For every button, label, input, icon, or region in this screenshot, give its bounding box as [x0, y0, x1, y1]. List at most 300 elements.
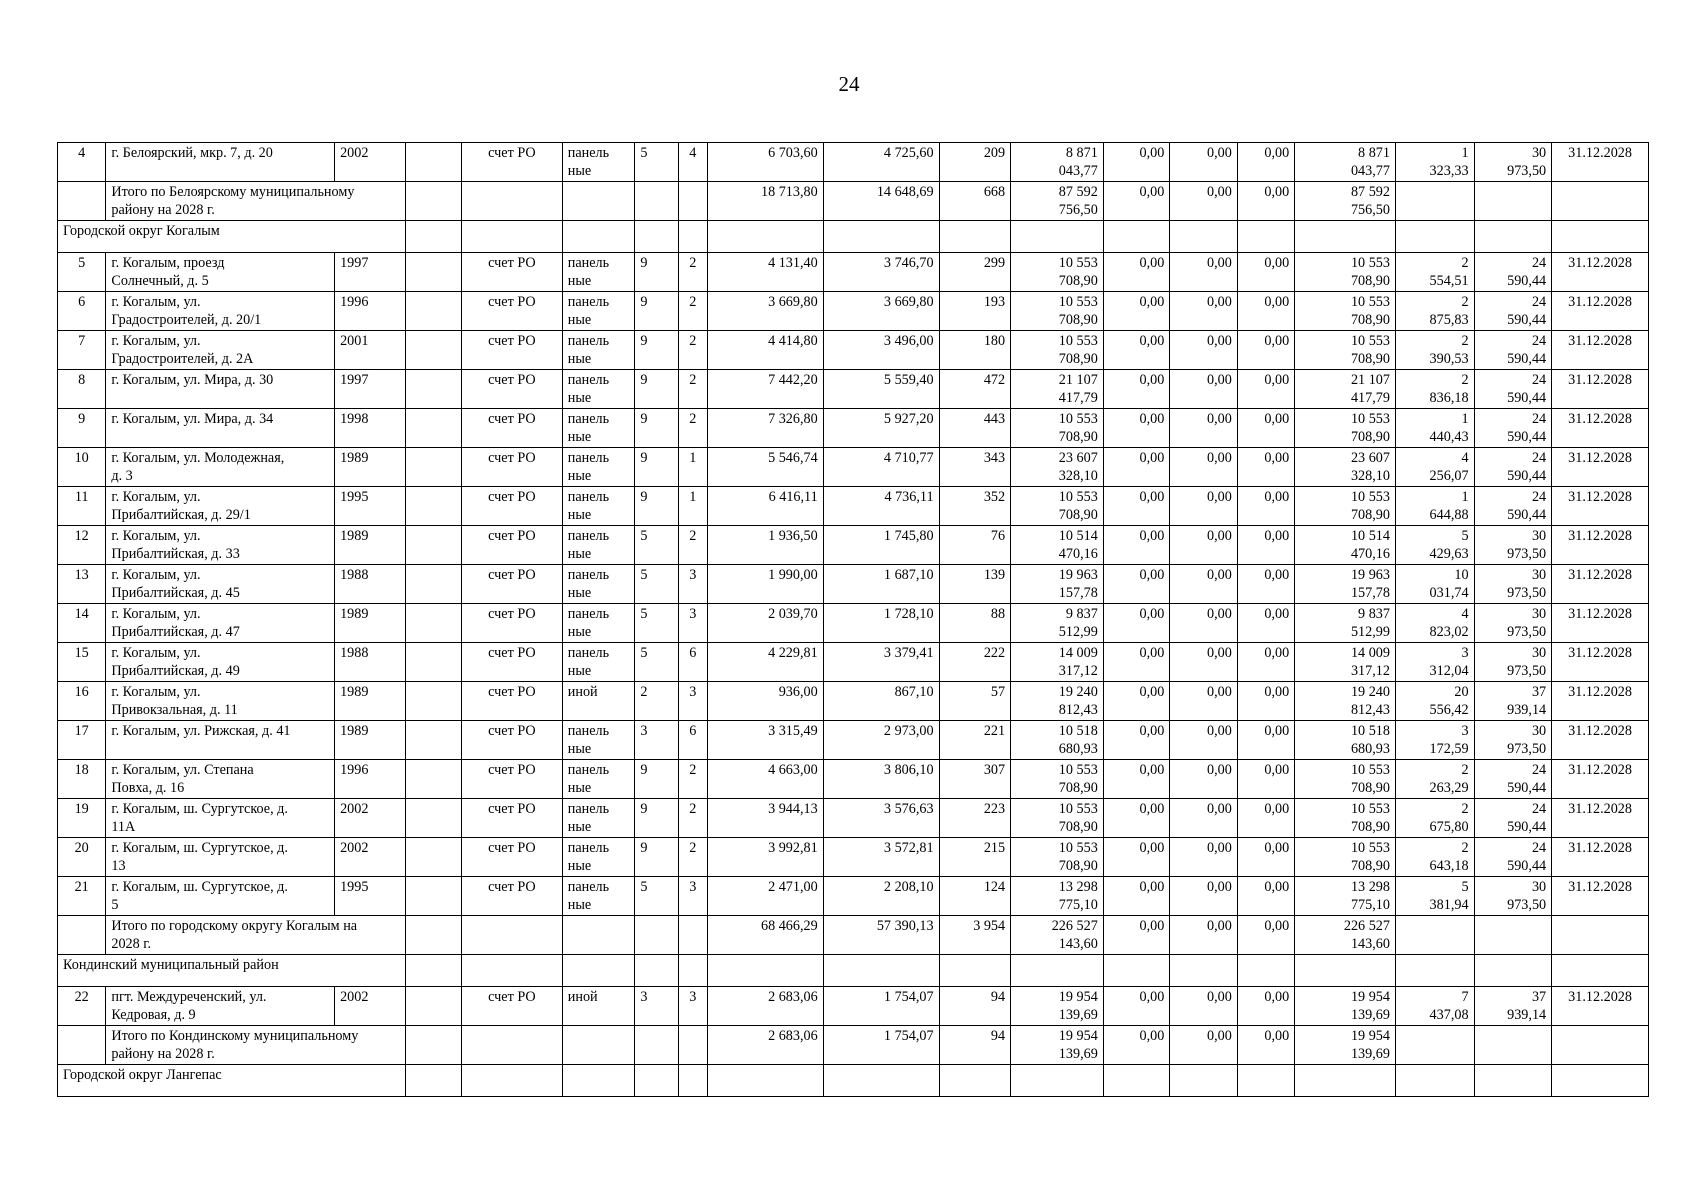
row-number-cell: 20	[58, 838, 106, 877]
deadline-cell: 31.12.2028	[1552, 760, 1649, 799]
total-area-cell	[707, 955, 823, 987]
residents-cell: 3 954	[939, 916, 1011, 955]
year-built-cell: 1988	[335, 643, 406, 682]
floors-cell: 9	[635, 487, 678, 526]
owners-funds-cell: 19 963 157,78	[1295, 565, 1396, 604]
row-number-cell: 6	[58, 292, 106, 331]
year-built-cell: 1988	[335, 565, 406, 604]
wall-material-cell: панель ные	[562, 604, 635, 643]
deadline-cell: 31.12.2028	[1552, 877, 1649, 916]
row-number-cell	[58, 182, 106, 221]
floors-cell	[635, 916, 678, 955]
table-row	[58, 448, 1649, 487]
max-unit-cost-cell: 30 973,50	[1474, 526, 1552, 565]
table-body	[58, 143, 1649, 1097]
total-cost-cell: 19 240 812,43	[1011, 682, 1104, 721]
year-built-cell: 2002	[335, 799, 406, 838]
wall-material-cell: иной	[562, 682, 635, 721]
municipal-funds-cell	[1237, 955, 1294, 987]
row-number-cell: 11	[58, 487, 106, 526]
municipal-funds-cell: 0,00	[1237, 370, 1294, 409]
deadline-cell: 31.12.2028	[1552, 448, 1649, 487]
federal-funds-cell	[1103, 221, 1170, 253]
total-area-cell: 936,00	[707, 682, 823, 721]
entrances-cell: 4	[678, 143, 707, 182]
table-row	[58, 292, 1649, 331]
total-cost-cell: 10 553 708,90	[1011, 409, 1104, 448]
table-row	[58, 721, 1649, 760]
federal-funds-cell: 0,00	[1103, 409, 1170, 448]
funding-method-cell: счет РО	[462, 799, 563, 838]
section-label: Городской округ Лангепас	[58, 1065, 406, 1097]
funding-method-cell: счет РО	[462, 487, 563, 526]
regional-funds-cell: 0,00	[1170, 565, 1238, 604]
entrances-cell: 1	[678, 487, 707, 526]
owners-funds-cell	[1295, 955, 1396, 987]
wall-material-cell	[562, 221, 635, 253]
federal-funds-cell: 0,00	[1103, 526, 1170, 565]
row-number-cell: 13	[58, 565, 106, 604]
federal-funds-cell: 0,00	[1103, 799, 1170, 838]
unit-cost-cell: 4 256,07	[1395, 448, 1474, 487]
residents-cell	[939, 221, 1011, 253]
municipal-funds-cell: 0,00	[1237, 331, 1294, 370]
row-number-cell: 21	[58, 877, 106, 916]
unit-cost-cell	[1395, 182, 1474, 221]
entrances-cell: 2	[678, 370, 707, 409]
residents-cell: 94	[939, 1026, 1011, 1065]
residential-area-cell	[823, 221, 939, 253]
floors-cell: 9	[635, 838, 678, 877]
residential-area-cell: 1 745,80	[823, 526, 939, 565]
owners-funds-cell: 10 518 680,93	[1295, 721, 1396, 760]
residents-cell: 180	[939, 331, 1011, 370]
owners-funds-cell: 87 592 756,50	[1295, 182, 1396, 221]
owners-funds-cell: 19 954 139,69	[1295, 987, 1396, 1026]
floors-cell: 9	[635, 409, 678, 448]
residents-cell	[939, 1065, 1011, 1097]
year-built-cell: 1998	[335, 409, 406, 448]
funding-method-cell: счет РО	[462, 292, 563, 331]
residential-area-cell: 3 669,80	[823, 292, 939, 331]
wall-material-cell: панель ные	[562, 448, 635, 487]
total-area-cell: 3 315,49	[707, 721, 823, 760]
entrances-cell	[678, 1026, 707, 1065]
federal-funds-cell	[1103, 955, 1170, 987]
unit-cost-cell: 2 875,83	[1395, 292, 1474, 331]
owners-funds-cell: 23 607 328,10	[1295, 448, 1396, 487]
max-unit-cost-cell: 24 590,44	[1474, 370, 1552, 409]
residential-area-cell: 5 559,40	[823, 370, 939, 409]
residents-cell: 193	[939, 292, 1011, 331]
federal-funds-cell	[1103, 1065, 1170, 1097]
municipal-funds-cell: 0,00	[1237, 682, 1294, 721]
funding-method-cell: счет РО	[462, 526, 563, 565]
subtotal-label: Итого по Кондинскому муниципальному району на 2028 г.	[106, 1026, 405, 1065]
address-cell: г. Когалым, ул. Градостроителей, д. 2А	[106, 331, 335, 370]
residential-area-cell: 4 710,77	[823, 448, 939, 487]
deadline-cell	[1552, 182, 1649, 221]
total-area-cell: 7 326,80	[707, 409, 823, 448]
municipal-funds-cell: 0,00	[1237, 292, 1294, 331]
municipal-funds-cell: 0,00	[1237, 604, 1294, 643]
municipal-funds-cell: 0,00	[1237, 721, 1294, 760]
max-unit-cost-cell: 24 590,44	[1474, 799, 1552, 838]
federal-funds-cell: 0,00	[1103, 877, 1170, 916]
blank-col-cell	[405, 955, 461, 987]
funding-method-cell	[462, 182, 563, 221]
total-area-cell: 3 944,13	[707, 799, 823, 838]
max-unit-cost-cell: 24 590,44	[1474, 838, 1552, 877]
residents-cell: 57	[939, 682, 1011, 721]
entrances-cell: 2	[678, 331, 707, 370]
entrances-cell	[678, 221, 707, 253]
funding-method-cell	[462, 1065, 563, 1097]
address-cell: г. Когалым, ул. Рижская, д. 41	[106, 721, 335, 760]
max-unit-cost-cell: 24 590,44	[1474, 292, 1552, 331]
floors-cell: 5	[635, 526, 678, 565]
blank-col-cell	[405, 370, 461, 409]
blank-col-cell	[405, 409, 461, 448]
blank-col-cell	[405, 221, 461, 253]
funding-method-cell: счет РО	[462, 448, 563, 487]
subtotal-row	[58, 182, 1649, 221]
residents-cell: 209	[939, 143, 1011, 182]
year-built-cell: 2001	[335, 331, 406, 370]
blank-col-cell	[405, 643, 461, 682]
unit-cost-cell: 2 390,53	[1395, 331, 1474, 370]
residential-area-cell: 4 725,60	[823, 143, 939, 182]
floors-cell: 9	[635, 331, 678, 370]
federal-funds-cell: 0,00	[1103, 487, 1170, 526]
subtotal-label: Итого по Белоярскому муниципальному району на 2028 г.	[106, 182, 405, 221]
residential-area-cell: 3 806,10	[823, 760, 939, 799]
residents-cell: 307	[939, 760, 1011, 799]
regional-funds-cell: 0,00	[1170, 487, 1238, 526]
table-row	[58, 760, 1649, 799]
blank-col-cell	[405, 448, 461, 487]
entrances-cell: 6	[678, 721, 707, 760]
regional-funds-cell	[1170, 221, 1238, 253]
total-cost-cell: 8 871 043,77	[1011, 143, 1104, 182]
funding-method-cell: счет РО	[462, 987, 563, 1026]
floors-cell	[635, 1026, 678, 1065]
row-number-cell: 19	[58, 799, 106, 838]
floors-cell: 9	[635, 799, 678, 838]
total-area-cell: 18 713,80	[707, 182, 823, 221]
floors-cell: 9	[635, 760, 678, 799]
federal-funds-cell: 0,00	[1103, 838, 1170, 877]
table-row	[58, 838, 1649, 877]
row-number-cell: 15	[58, 643, 106, 682]
regional-funds-cell: 0,00	[1170, 682, 1238, 721]
owners-funds-cell: 10 553 708,90	[1295, 331, 1396, 370]
section-header-row	[58, 1065, 1649, 1097]
residents-cell: 221	[939, 721, 1011, 760]
unit-cost-cell: 4 823,02	[1395, 604, 1474, 643]
federal-funds-cell: 0,00	[1103, 565, 1170, 604]
blank-col-cell	[405, 331, 461, 370]
wall-material-cell: панель ные	[562, 487, 635, 526]
max-unit-cost-cell: 30 973,50	[1474, 143, 1552, 182]
entrances-cell	[678, 916, 707, 955]
total-cost-cell: 21 107 417,79	[1011, 370, 1104, 409]
total-cost-cell: 19 954 139,69	[1011, 1026, 1104, 1065]
unit-cost-cell: 2 675,80	[1395, 799, 1474, 838]
deadline-cell: 31.12.2028	[1552, 721, 1649, 760]
residents-cell: 443	[939, 409, 1011, 448]
address-cell: г. Когалым, ул. Градостроителей, д. 20/1	[106, 292, 335, 331]
residents-cell: 668	[939, 182, 1011, 221]
residents-cell: 124	[939, 877, 1011, 916]
wall-material-cell: панель ные	[562, 799, 635, 838]
federal-funds-cell: 0,00	[1103, 331, 1170, 370]
unit-cost-cell: 3 312,04	[1395, 643, 1474, 682]
municipal-funds-cell: 0,00	[1237, 565, 1294, 604]
year-built-cell: 2002	[335, 987, 406, 1026]
unit-cost-cell: 5 381,94	[1395, 877, 1474, 916]
wall-material-cell: панель ные	[562, 838, 635, 877]
deadline-cell: 31.12.2028	[1552, 409, 1649, 448]
wall-material-cell	[562, 955, 635, 987]
federal-funds-cell: 0,00	[1103, 292, 1170, 331]
owners-funds-cell: 14 009 317,12	[1295, 643, 1396, 682]
unit-cost-cell: 3 172,59	[1395, 721, 1474, 760]
residential-area-cell: 3 576,63	[823, 799, 939, 838]
regional-funds-cell: 0,00	[1170, 182, 1238, 221]
wall-material-cell: панель ные	[562, 877, 635, 916]
residents-cell: 76	[939, 526, 1011, 565]
municipal-funds-cell: 0,00	[1237, 526, 1294, 565]
unit-cost-cell	[1395, 221, 1474, 253]
residents-cell: 215	[939, 838, 1011, 877]
address-cell: г. Когалым, ул. Прибалтийская, д. 47	[106, 604, 335, 643]
total-cost-cell: 10 553 708,90	[1011, 253, 1104, 292]
max-unit-cost-cell: 30 973,50	[1474, 721, 1552, 760]
unit-cost-cell: 1 440,43	[1395, 409, 1474, 448]
residents-cell: 139	[939, 565, 1011, 604]
unit-cost-cell: 7 437,08	[1395, 987, 1474, 1026]
deadline-cell: 31.12.2028	[1552, 838, 1649, 877]
owners-funds-cell: 13 298 775,10	[1295, 877, 1396, 916]
section-header-row	[58, 221, 1649, 253]
municipal-funds-cell: 0,00	[1237, 877, 1294, 916]
floors-cell: 5	[635, 604, 678, 643]
unit-cost-cell: 1 323,33	[1395, 143, 1474, 182]
deadline-cell	[1552, 955, 1649, 987]
owners-funds-cell: 10 553 708,90	[1295, 799, 1396, 838]
total-cost-cell: 226 527 143,60	[1011, 916, 1104, 955]
regional-funds-cell: 0,00	[1170, 760, 1238, 799]
row-number-cell: 14	[58, 604, 106, 643]
address-cell: г. Когалым, ул. Мира, д. 34	[106, 409, 335, 448]
max-unit-cost-cell	[1474, 182, 1552, 221]
wall-material-cell: панель ные	[562, 526, 635, 565]
blank-col-cell	[405, 526, 461, 565]
federal-funds-cell: 0,00	[1103, 643, 1170, 682]
floors-cell: 9	[635, 253, 678, 292]
deadline-cell: 31.12.2028	[1552, 487, 1649, 526]
residential-area-cell: 57 390,13	[823, 916, 939, 955]
entrances-cell: 2	[678, 292, 707, 331]
regional-funds-cell: 0,00	[1170, 916, 1238, 955]
total-area-cell: 6 416,11	[707, 487, 823, 526]
residents-cell: 222	[939, 643, 1011, 682]
unit-cost-cell: 5 429,63	[1395, 526, 1474, 565]
blank-col-cell	[405, 799, 461, 838]
page-number: 24	[838, 72, 860, 96]
entrances-cell: 3	[678, 604, 707, 643]
federal-funds-cell: 0,00	[1103, 253, 1170, 292]
municipal-funds-cell: 0,00	[1237, 838, 1294, 877]
total-area-cell: 1 990,00	[707, 565, 823, 604]
row-number-cell: 16	[58, 682, 106, 721]
max-unit-cost-cell: 24 590,44	[1474, 409, 1552, 448]
total-area-cell: 4 131,40	[707, 253, 823, 292]
row-number-cell: 8	[58, 370, 106, 409]
regional-funds-cell: 0,00	[1170, 448, 1238, 487]
address-cell: г. Когалым, ш. Сургутское, д. 5	[106, 877, 335, 916]
year-built-cell: 2002	[335, 143, 406, 182]
address-cell: г. Когалым, ул. Прибалтийская, д. 29/1	[106, 487, 335, 526]
unit-cost-cell	[1395, 916, 1474, 955]
owners-funds-cell: 21 107 417,79	[1295, 370, 1396, 409]
blank-col-cell	[405, 838, 461, 877]
deadline-cell: 31.12.2028	[1552, 526, 1649, 565]
wall-material-cell: панель ные	[562, 565, 635, 604]
total-cost-cell: 19 954 139,69	[1011, 987, 1104, 1026]
row-number-cell	[58, 1026, 106, 1065]
blank-col-cell	[405, 721, 461, 760]
municipal-funds-cell: 0,00	[1237, 182, 1294, 221]
max-unit-cost-cell: 30 973,50	[1474, 565, 1552, 604]
year-built-cell: 2002	[335, 838, 406, 877]
residents-cell: 343	[939, 448, 1011, 487]
wall-material-cell: панель ные	[562, 721, 635, 760]
regional-funds-cell: 0,00	[1170, 643, 1238, 682]
municipal-funds-cell: 0,00	[1237, 760, 1294, 799]
federal-funds-cell: 0,00	[1103, 604, 1170, 643]
row-number-cell: 17	[58, 721, 106, 760]
funding-method-cell: счет РО	[462, 643, 563, 682]
total-cost-cell: 10 514 470,16	[1011, 526, 1104, 565]
wall-material-cell: панель ные	[562, 253, 635, 292]
deadline-cell: 31.12.2028	[1552, 292, 1649, 331]
unit-cost-cell: 2 836,18	[1395, 370, 1474, 409]
owners-funds-cell: 10 514 470,16	[1295, 526, 1396, 565]
max-unit-cost-cell: 24 590,44	[1474, 253, 1552, 292]
residential-area-cell: 2 973,00	[823, 721, 939, 760]
year-built-cell: 1996	[335, 760, 406, 799]
regional-funds-cell	[1170, 955, 1238, 987]
floors-cell: 9	[635, 370, 678, 409]
total-cost-cell	[1011, 1065, 1104, 1097]
total-area-cell: 2 683,06	[707, 1026, 823, 1065]
municipal-funds-cell: 0,00	[1237, 448, 1294, 487]
total-area-cell: 4 663,00	[707, 760, 823, 799]
total-cost-cell	[1011, 221, 1104, 253]
municipal-funds-cell: 0,00	[1237, 1026, 1294, 1065]
federal-funds-cell: 0,00	[1103, 760, 1170, 799]
deadline-cell	[1552, 1026, 1649, 1065]
blank-col-cell	[405, 1065, 461, 1097]
total-area-cell: 68 466,29	[707, 916, 823, 955]
municipal-funds-cell: 0,00	[1237, 409, 1294, 448]
blank-col-cell	[405, 1026, 461, 1065]
table-row	[58, 526, 1649, 565]
total-area-cell	[707, 221, 823, 253]
max-unit-cost-cell: 37 939,14	[1474, 682, 1552, 721]
floors-cell: 3	[635, 987, 678, 1026]
total-cost-cell	[1011, 955, 1104, 987]
residents-cell	[939, 955, 1011, 987]
municipal-funds-cell	[1237, 221, 1294, 253]
funding-method-cell: счет РО	[462, 760, 563, 799]
funding-method-cell: счет РО	[462, 565, 563, 604]
unit-cost-cell: 2 263,29	[1395, 760, 1474, 799]
municipal-funds-cell: 0,00	[1237, 987, 1294, 1026]
subtotal-row	[58, 916, 1649, 955]
deadline-cell	[1552, 221, 1649, 253]
total-area-cell: 3 992,81	[707, 838, 823, 877]
total-cost-cell: 10 553 708,90	[1011, 799, 1104, 838]
year-built-cell: 1997	[335, 253, 406, 292]
table-row	[58, 565, 1649, 604]
total-cost-cell: 10 553 708,90	[1011, 838, 1104, 877]
residents-cell: 352	[939, 487, 1011, 526]
funding-method-cell: счет РО	[462, 409, 563, 448]
regional-funds-cell: 0,00	[1170, 877, 1238, 916]
owners-funds-cell: 10 553 708,90	[1295, 760, 1396, 799]
floors-cell: 9	[635, 292, 678, 331]
total-cost-cell: 19 963 157,78	[1011, 565, 1104, 604]
total-area-cell: 4 414,80	[707, 331, 823, 370]
entrances-cell: 2	[678, 253, 707, 292]
funding-method-cell: счет РО	[462, 370, 563, 409]
row-number-cell: 10	[58, 448, 106, 487]
wall-material-cell	[562, 1065, 635, 1097]
municipal-funds-cell: 0,00	[1237, 643, 1294, 682]
wall-material-cell	[562, 1026, 635, 1065]
floors-cell	[635, 221, 678, 253]
max-unit-cost-cell	[1474, 1065, 1552, 1097]
max-unit-cost-cell: 30 973,50	[1474, 643, 1552, 682]
year-built-cell: 1989	[335, 721, 406, 760]
federal-funds-cell: 0,00	[1103, 143, 1170, 182]
max-unit-cost-cell	[1474, 916, 1552, 955]
residential-area-cell	[823, 1065, 939, 1097]
funding-method-cell: счет РО	[462, 838, 563, 877]
funding-method-cell: счет РО	[462, 331, 563, 370]
owners-funds-cell	[1295, 221, 1396, 253]
entrances-cell: 2	[678, 409, 707, 448]
owners-funds-cell: 8 871 043,77	[1295, 143, 1396, 182]
unit-cost-cell: 2 554,51	[1395, 253, 1474, 292]
owners-funds-cell: 19 240 812,43	[1295, 682, 1396, 721]
funding-method-cell: счет РО	[462, 721, 563, 760]
entrances-cell	[678, 182, 707, 221]
entrances-cell: 3	[678, 877, 707, 916]
blank-col-cell	[405, 253, 461, 292]
residential-area-cell: 1 728,10	[823, 604, 939, 643]
funding-method-cell	[462, 221, 563, 253]
blank-col-cell	[405, 292, 461, 331]
row-number-cell: 18	[58, 760, 106, 799]
blank-col-cell	[405, 487, 461, 526]
total-cost-cell: 10 553 708,90	[1011, 487, 1104, 526]
entrances-cell: 2	[678, 799, 707, 838]
residential-area-cell: 4 736,11	[823, 487, 939, 526]
